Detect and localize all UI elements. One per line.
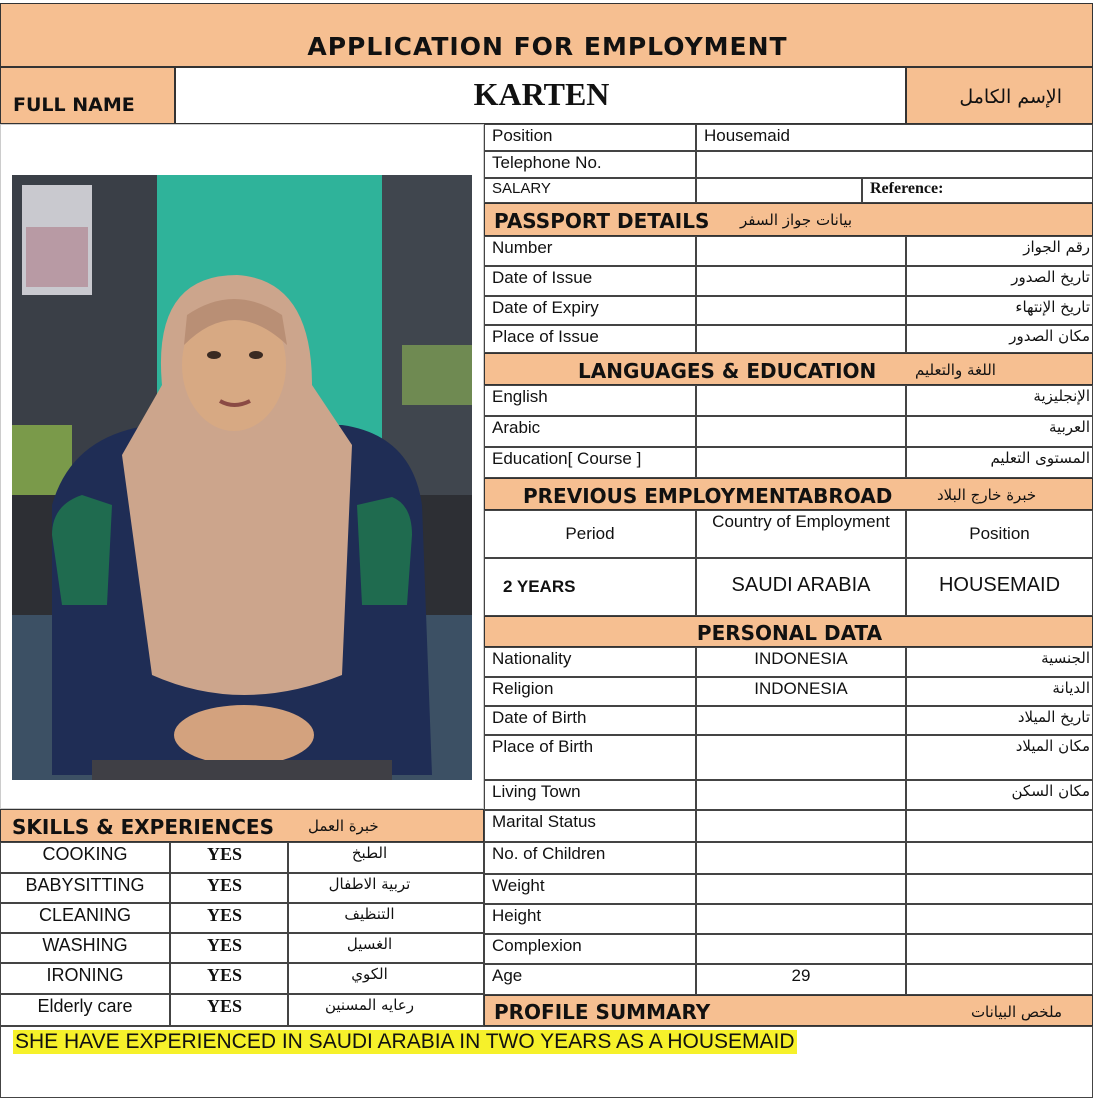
passport-row-label: Number <box>484 236 696 266</box>
skill-answer: YES <box>170 933 288 963</box>
languages-header-arabic: اللغة والتعليم <box>915 361 996 379</box>
personal-row-value <box>696 780 906 810</box>
personal-row-arabic: مكان الميلاد <box>906 735 1093 780</box>
skill-arabic: التنظيف <box>288 903 484 933</box>
personal-row-label: No. of Children <box>484 842 696 874</box>
skill-name: IRONING <box>0 963 170 994</box>
full-name-value-cell <box>175 67 906 124</box>
skill-arabic: الكوي <box>288 963 484 994</box>
skills-header-text: SKILLS & EXPERIENCES <box>12 815 274 839</box>
applicant-photo <box>12 175 472 780</box>
profile-header <box>484 995 1093 1026</box>
position-label: Position <box>484 124 696 151</box>
skill-arabic: الطبخ <box>288 842 484 873</box>
col-country-label: Country of Employment <box>712 512 890 531</box>
personal-row-value <box>696 904 906 934</box>
skill-arabic: تربية الاطفال <box>288 873 484 903</box>
telephone-label: Telephone No. <box>484 151 696 178</box>
profile-area <box>0 1026 1093 1098</box>
languages-header-text: LANGUAGES & EDUCATION <box>578 359 877 383</box>
personal-row-label: Religion <box>484 677 696 706</box>
skill-arabic: الغسيل <box>288 933 484 963</box>
skills-header-arabic: خبرة العمل <box>308 817 379 835</box>
skill-name: Elderly care <box>0 994 170 1026</box>
employment-position: HOUSEMAID <box>906 558 1093 616</box>
language-row-arabic: المستوى التعليم <box>906 447 1093 478</box>
full-name-arabic: الإسم الكامل <box>959 86 1062 108</box>
profile-header-arabic: ملخص البيانات <box>970 1003 1062 1021</box>
passport-row-value <box>696 266 906 296</box>
skill-arabic: رعايه المسنين <box>288 994 484 1026</box>
full-name-value: KARTEN <box>473 76 610 112</box>
personal-row-arabic <box>906 874 1093 904</box>
personal-header <box>484 616 1093 647</box>
full-name-label: FULL NAME <box>13 94 135 116</box>
personal-row-arabic <box>906 842 1093 874</box>
col-position: Position <box>906 510 1093 558</box>
personal-row-value <box>696 735 906 780</box>
language-row-label: Education[ Course ] <box>484 447 696 478</box>
personal-row-arabic <box>906 904 1093 934</box>
telephone-value <box>696 151 1093 178</box>
skill-name: COOKING <box>0 842 170 873</box>
language-row-label: English <box>484 385 696 416</box>
skill-answer: YES <box>170 903 288 933</box>
reference-label: Reference: <box>862 178 1093 203</box>
language-row-value <box>696 385 906 416</box>
personal-row-value: INDONESIA <box>696 647 906 677</box>
employment-period: 2 YEARS <box>484 558 696 616</box>
personal-row-label: Age <box>484 964 696 995</box>
col-period: Period <box>484 510 696 558</box>
passport-row-value <box>696 325 906 353</box>
passport-row-arabic: رقم الجواز <box>906 236 1093 266</box>
full-name-label-cell <box>0 67 175 124</box>
previous-employment-header-text: PREVIOUS EMPLOYMENTABROAD <box>523 484 893 508</box>
personal-row-value <box>696 810 906 842</box>
previous-employment-header <box>484 478 1093 510</box>
passport-header <box>484 203 1093 236</box>
skill-answer: YES <box>170 963 288 994</box>
passport-header-text: PASSPORT DETAILS <box>494 209 710 233</box>
personal-row-arabic: الجنسية <box>906 647 1093 677</box>
passport-row-value <box>696 296 906 325</box>
personal-row-value <box>696 874 906 904</box>
passport-row-arabic: مكان الصدور <box>906 325 1093 353</box>
profile-summary-text: SHE HAVE EXPERIENCED IN SAUDI ARABIA IN TWO YEARS AS A HOUSEMAID <box>15 1030 795 1053</box>
page-title: APPLICATION FOR EMPLOYMENT <box>307 32 788 61</box>
personal-row-label: Weight <box>484 874 696 904</box>
personal-row-arabic <box>906 964 1093 995</box>
passport-row-label: Date of Issue <box>484 266 696 296</box>
language-row-arabic: الإنجليزية <box>906 385 1093 416</box>
personal-row-label: Complexion <box>484 934 696 964</box>
personal-row-arabic: الديانة <box>906 677 1093 706</box>
personal-row-value: 29 <box>696 964 906 995</box>
personal-row-arabic <box>906 934 1093 964</box>
personal-row-arabic: تاريخ الميلاد <box>906 706 1093 735</box>
passport-row-value <box>696 236 906 266</box>
personal-header-text: PERSONAL DATA <box>696 621 883 645</box>
full-name-arabic-cell <box>906 67 1093 124</box>
skill-answer: YES <box>170 994 288 1026</box>
personal-row-value <box>696 934 906 964</box>
skill-name: WASHING <box>0 933 170 963</box>
personal-row-value <box>696 706 906 735</box>
skill-answer: YES <box>170 873 288 903</box>
previous-employment-header-arabic: خبرة خارج البلاد <box>937 486 1037 504</box>
profile-header-text: PROFILE SUMMARY <box>494 1000 711 1024</box>
personal-row-label: Height <box>484 904 696 934</box>
personal-row-value <box>696 842 906 874</box>
language-row-label: Arabic <box>484 416 696 447</box>
col-country <box>696 510 906 558</box>
personal-row-value: INDONESIA <box>696 677 906 706</box>
skill-name: CLEANING <box>0 903 170 933</box>
passport-row-arabic: تاريخ الصدور <box>906 266 1093 296</box>
language-row-value <box>696 447 906 478</box>
personal-row-arabic: مكان السكن <box>906 780 1093 810</box>
skill-answer: YES <box>170 842 288 873</box>
personal-row-label: Marital Status <box>484 810 696 842</box>
personal-row-label: Place of Birth <box>484 735 696 780</box>
employment-country: SAUDI ARABIA <box>696 558 906 616</box>
personal-row-label: Living Town <box>484 780 696 810</box>
passport-row-label: Date of Expiry <box>484 296 696 325</box>
skills-header <box>0 809 484 842</box>
language-row-arabic: العربية <box>906 416 1093 447</box>
passport-row-label: Place of Issue <box>484 325 696 353</box>
salary-value <box>696 178 862 203</box>
title-bar <box>0 3 1093 67</box>
personal-row-label: Nationality <box>484 647 696 677</box>
language-row-value <box>696 416 906 447</box>
photo-frame <box>0 124 484 809</box>
personal-row-label: Date of Birth <box>484 706 696 735</box>
personal-row-arabic <box>906 810 1093 842</box>
position-value: Housemaid <box>696 124 1093 151</box>
languages-header <box>484 353 1093 385</box>
salary-label: SALARY <box>484 178 696 203</box>
passport-row-arabic: تاريخ الإنتهاء <box>906 296 1093 325</box>
skill-name: BABYSITTING <box>0 873 170 903</box>
passport-header-arabic: بيانات جواز السفر <box>740 211 853 229</box>
